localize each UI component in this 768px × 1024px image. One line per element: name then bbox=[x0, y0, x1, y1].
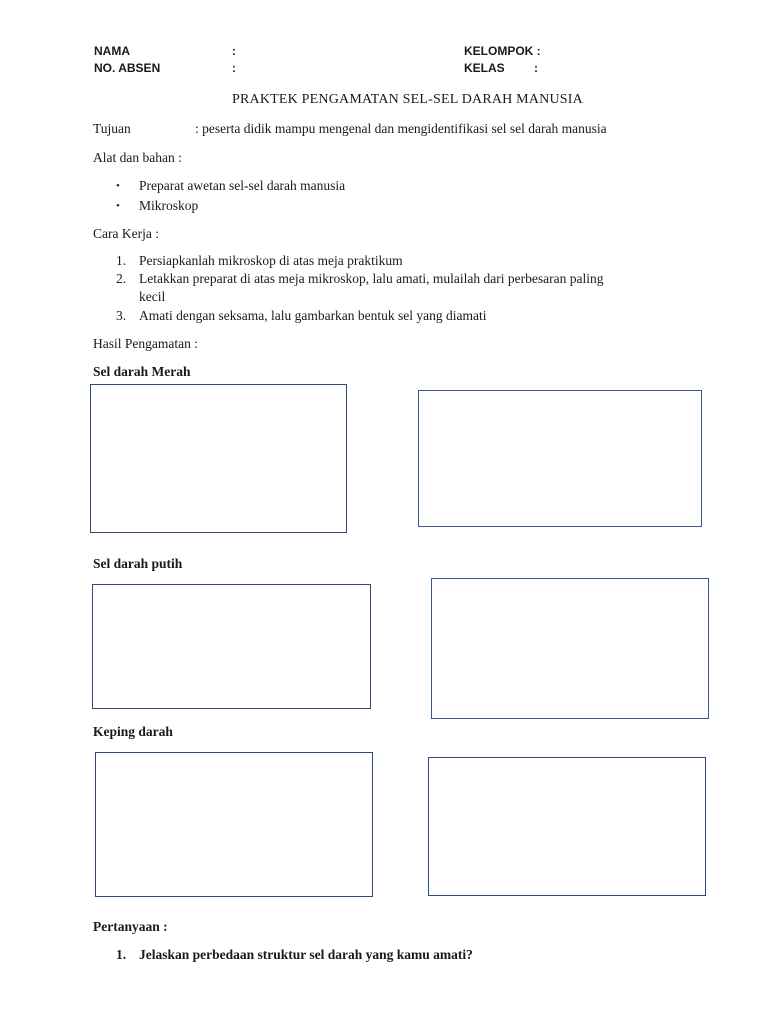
question-text: Jelaskan perbedaan struktur sel darah yang kamu amati? bbox=[139, 947, 473, 962]
drawing-box-white-right[interactable] bbox=[431, 578, 709, 719]
section-heading-red-cells: Sel darah Merah bbox=[93, 364, 191, 379]
list-item: Mikroskop bbox=[139, 198, 199, 213]
drawing-box-white-left[interactable] bbox=[92, 584, 371, 709]
absen-colon: : bbox=[232, 61, 236, 75]
cara-heading: Cara Kerja : bbox=[93, 226, 159, 241]
section-heading-platelets: Keping darah bbox=[93, 724, 173, 739]
kelas-label: KELAS bbox=[464, 61, 505, 75]
question-number: 1. bbox=[116, 947, 127, 962]
tujuan-text: : peserta didik mampu mengenal dan mengidentifikasi sel sel darah manusia bbox=[195, 121, 607, 136]
alat-heading: Alat dan bahan : bbox=[93, 150, 182, 165]
tujuan-label: Tujuan bbox=[93, 121, 131, 136]
kelompok-label: KELOMPOK : bbox=[464, 44, 541, 58]
step-text-continued: kecil bbox=[139, 289, 166, 304]
step-number: 1. bbox=[116, 253, 127, 268]
step-text: Amati dengan seksama, lalu gambarkan bentuk sel yang diamati bbox=[139, 308, 487, 323]
section-heading-white-cells: Sel darah putih bbox=[93, 556, 183, 571]
nama-colon: : bbox=[232, 44, 236, 58]
absen-label: NO. ABSEN bbox=[94, 61, 161, 75]
list-bullet: • bbox=[116, 180, 120, 192]
drawing-box-platelets-right[interactable] bbox=[428, 757, 706, 896]
pertanyaan-heading: Pertanyaan : bbox=[93, 919, 168, 934]
list-item: Preparat awetan sel-sel darah manusia bbox=[139, 178, 346, 193]
list-bullet: • bbox=[116, 200, 120, 212]
step-number: 2. bbox=[116, 271, 127, 286]
step-number: 3. bbox=[116, 308, 127, 323]
drawing-box-red-right[interactable] bbox=[418, 390, 702, 527]
drawing-box-red-left[interactable] bbox=[90, 384, 347, 533]
nama-label: NAMA bbox=[94, 44, 130, 58]
hasil-heading: Hasil Pengamatan : bbox=[93, 336, 198, 351]
step-text: Letakkan preparat di atas meja mikroskop, lalu amati, mulailah dari perbesaran paling bbox=[139, 271, 604, 286]
kelas-colon: : bbox=[534, 61, 538, 75]
step-text: Persiapkanlah mikroskop di atas meja praktikum bbox=[139, 253, 403, 268]
drawing-box-platelets-left[interactable] bbox=[95, 752, 373, 897]
page-title: PRAKTEK PENGAMATAN SEL-SEL DARAH MANUSIA bbox=[232, 92, 583, 107]
